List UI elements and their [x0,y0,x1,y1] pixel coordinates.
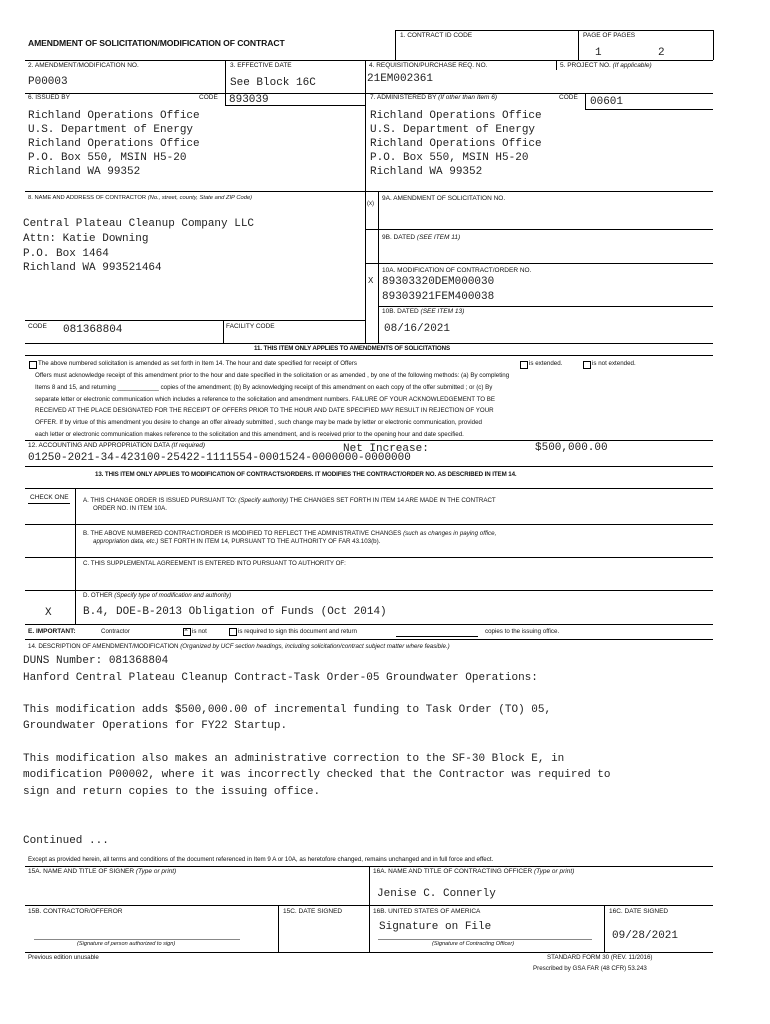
desc-para2-line3: sign and return copies to the issuing office. [23,786,321,798]
officer-signature-line [378,939,592,940]
except-text: Except as provided herein, all terms and conditions of the document referenced in Item 9 A or 10A, as heretofore changed, remains unchanged and in full force and effect. [28,856,494,863]
not-extended-checkbox[interactable] [583,361,591,369]
issued-code-label: CODE [199,94,218,101]
admin-by-label: 7. ADMINISTERED BY (If other than Item 6) [370,94,498,101]
item11-line-4: separate letter or electronic communication which includes a reference to the solicitation and amendment numbers. FAILURE OF YOUR ACKNOWLEDGEMENT TO BE [35,396,496,403]
req-no-label: 4. REQUISITION/PURCHASE REQ. NO. [369,62,488,69]
issued-by-line-1: Richland Operations Office [28,110,200,122]
option-a-text: A. THIS CHANGE ORDER IS ISSUED PURSUANT TO: (Specify authority) THE CHANGES SET FORTH IN ITEM 14 ARE MADE IN THE CONTRACT [83,497,496,504]
item12-label: 12. ACCOUNTING AND APPROPRIATION DATA (If required) [28,442,205,449]
mod-no-1: 89303320DEM000030 [382,276,495,288]
option-b-text-2: appropriation data, etc.) SET FORTH IN ITEM 14, PURSUANT TO THE AUTHORITY OF FAR 43.103(b). [93,538,381,545]
item11-line-5: RECEIVED AT THE PLACE DESIGNATED FOR THE RECEIPT OF OFFERS PRIOR TO THE HOUR AND DATE SPECIFIED MAY RESULT IN REJECTION OF YOUR [35,407,494,414]
issued-by-line-3: Richland Operations Office [28,138,200,150]
date-signed-15c-label: 15C. DATE SIGNED [283,908,343,915]
officer-label: 16A. NAME AND TITLE OF CONTRACTING OFFICER (Type or print) [373,868,575,875]
contractor-line-3: P.O. Box 1464 [23,248,109,260]
extended-label: is extended. [529,360,563,367]
officer-name: Jenise C. Connerly [377,888,496,900]
mod-x-mark: X [368,276,374,285]
contractor-offeror-label: 15B. CONTRACTOR/OFFEROR [28,908,123,915]
copies-label: copies to the issuing office. [485,628,560,635]
is-not-check-mark: × [184,627,189,634]
mod-label: 10A. MODIFICATION OF CONTRACT/ORDER NO. [382,267,532,274]
desc-para2-line2: modification P00002, where it was incorrectly checked that the Contractor was required to [23,769,611,781]
mod-no-2: 89303921FEM400038 [382,291,495,303]
facility-code-label: FACILITY CODE [226,323,275,330]
item11-line-3: Items 8 and 15, and returning ____________ copies of the amendment; (b) By acknowledging receipt of this amendment on each copy of the offer submitted ; or (c) By [35,384,493,391]
continued-text: Continued ... [23,835,109,847]
usa-label: 16B. UNITED STATES OF AMERICA [373,908,481,915]
page-of-pages-label: PAGE OF PAGES [583,32,636,39]
item11-heading: 11. THIS ITEM ONLY APPLIES TO AMENDMENTS OF SOLICITATIONS [254,345,450,352]
signer-label: 15A. NAME AND TITLE OF SIGNER (Type or print) [28,868,177,875]
is-required-label: is required to sign this document and return [238,628,358,635]
option-d-text: D. OTHER (Specify type of modification and authority) [83,592,232,599]
dated-9b-label: 9B. DATED (SEE ITEM 11) [382,234,461,241]
admin-by-line-3: Richland Operations Office [370,138,542,150]
not-extended-label: is not extended. [592,360,636,367]
admin-by-line-5: Richland WA 99352 [370,166,483,178]
prescribed-by: Prescribed by GSA FAR (48 CFR) 53.243 [533,965,647,972]
sig-officer-caption: (Signature of Contracting Officer) [432,941,515,947]
eff-date-label: 3. EFFECTIVE DATE [230,62,292,69]
is-required-checkbox[interactable] [229,628,237,636]
contractor-line-2: Attn: Katie Downing [23,233,149,245]
issued-by-line-2: U.S. Department of Energy [28,124,194,136]
amended-checkbox[interactable] [29,361,37,369]
total-pages: 2 [658,47,665,59]
contractor-label: 8. NAME AND ADDRESS OF CONTRACTOR (No., street, county, State and ZIP Code) [28,195,253,201]
contractor-code-value: 081368804 [63,324,123,336]
date-signed-16c-label: 16C. DATE SIGNED [609,908,669,915]
net-increase-value: $500,000.00 [535,442,608,454]
admin-by-line-4: P.O. Box 550, MSIN H5-20 [370,152,529,164]
issued-by-line-4: P.O. Box 550, MSIN H5-20 [28,152,187,164]
contract-id-label: 1. CONTRACT ID CODE [400,32,473,39]
important-contractor: Contractor [101,628,130,635]
item13-heading: 13. THIS ITEM ONLY APPLIES TO MODIFICATION OF CONTRACTS/ORDERS. IT MODIFIES THE CONTRACT/ORDER NO. AS DESCRIBED IN ITEM 14. [95,471,517,478]
previous-edition: Previous edition unusable [28,954,99,961]
signature-on-file: Signature on File [379,921,492,933]
admin-code-value: 00601 [590,96,624,108]
amend-no-label: 2. AMENDMENT/MODIFICATION NO. [28,62,139,69]
item11-line-1: The above numbered solicitation is amended as set forth in Item 14. The hour and date specified for receipt of Offers [38,360,357,367]
option-d-value: B.4, DOE-B-2013 Obligation of Funds (Oct 2014) [83,606,387,618]
dated-10b-value: 08/16/2021 [384,323,451,335]
admin-code-label: CODE [559,94,578,101]
important-label: E. IMPORTANT: [28,628,76,635]
option-a-text-2: ORDER NO. IN ITEM 10A. [93,505,167,512]
form-title: AMENDMENT OF SOLICITATION/MODIFICATION OF CONTRACT [28,38,285,48]
dated-10b-label: 10B. DATED (SEE ITEM 13) [382,308,465,315]
issued-by-label: 6. ISSUED BY [28,94,70,101]
duns-line: DUNS Number: 081368804 [23,655,169,667]
desc-title-line: Hanford Central Plateau Cleanup Contract-Task Order-05 Groundwater Operations: [23,672,538,684]
item14-label: 14. DESCRIPTION OF AMENDMENT/MODIFICATION (Organized by UCF section headings, including solicitation/contract subject matter where feasible.) [28,643,450,650]
option-b-text: B. THE ABOVE NUMBERED CONTRACT/ORDER IS MODIFIED TO REFLECT THE ADMINISTRATIVE CHANGES (such as changes in paying office, [83,530,497,537]
contractor-code-label: CODE [28,323,47,330]
is-not-label: is not [192,628,207,635]
desc-para1-line1: This modification adds $500,000.00 of incremental funding to Task Order (TO) 05, [23,704,552,716]
standard-form: STANDARD FORM 30 (REV. 11/2016) [547,954,653,961]
sig-person-caption: (Signature of person authorized to sign) [77,941,176,947]
admin-by-line-1: Richland Operations Office [370,110,542,122]
contractor-line-4: Richland WA 993521464 [23,262,162,274]
accounting-data: 01250-2021-34-423100-25422-1111554-0001524-0000000-0000000 [28,452,411,464]
amend-sol-label: 9A. AMENDMENT OF SOLICITATION NO. [382,195,506,202]
extended-checkbox[interactable] [520,361,528,369]
contractor-signature-line [34,939,240,940]
item11-line-6: OFFER. If by virtue of this amendment you desire to change an offer already submitted , such change may be made by letter or electronic communication, provided [35,419,482,426]
item11-line-2: Offers must acknowledge receipt of this amendment prior to the hour and date specified in the solicitation or as amended , by one of the following methods: (a) By completing [35,372,510,379]
amend-no-value: P00003 [28,76,68,88]
eff-date-value: See Block 16C [230,77,316,89]
net-increase-label: Net Increase: [343,443,429,455]
option-d-mark[interactable]: X [45,607,52,619]
project-no-label: 5. PROJECT NO. (If applicable) [560,62,652,69]
issued-code-value: 893039 [229,94,269,106]
date-16c-value: 09/28/2021 [612,930,679,942]
req-no-value: 21EM002361 [367,73,434,85]
option-c-text: C. THIS SUPPLEMENTAL AGREEMENT IS ENTERED INTO PURSUANT TO AUTHORITY OF: [83,560,346,567]
admin-by-line-2: U.S. Department of Energy [370,124,536,136]
page-number: 1 [595,47,602,59]
desc-para1-line2: Groundwater Operations for FY22 Startup. [23,720,288,732]
contractor-line-1: Central Plateau Cleanup Company LLC [23,218,255,230]
x-column-label: (x) [367,201,374,207]
desc-para2-line1: This modification also makes an administrative correction to the SF-30 Block E, in [23,753,565,765]
check-one-label: CHECK ONE [30,494,69,501]
item11-line-7: each letter or electronic communication makes reference to the solicitation and this amendment, and is received prior to the opening hour and date specified. [35,431,464,438]
issued-by-line-5: Richland WA 99352 [28,166,141,178]
